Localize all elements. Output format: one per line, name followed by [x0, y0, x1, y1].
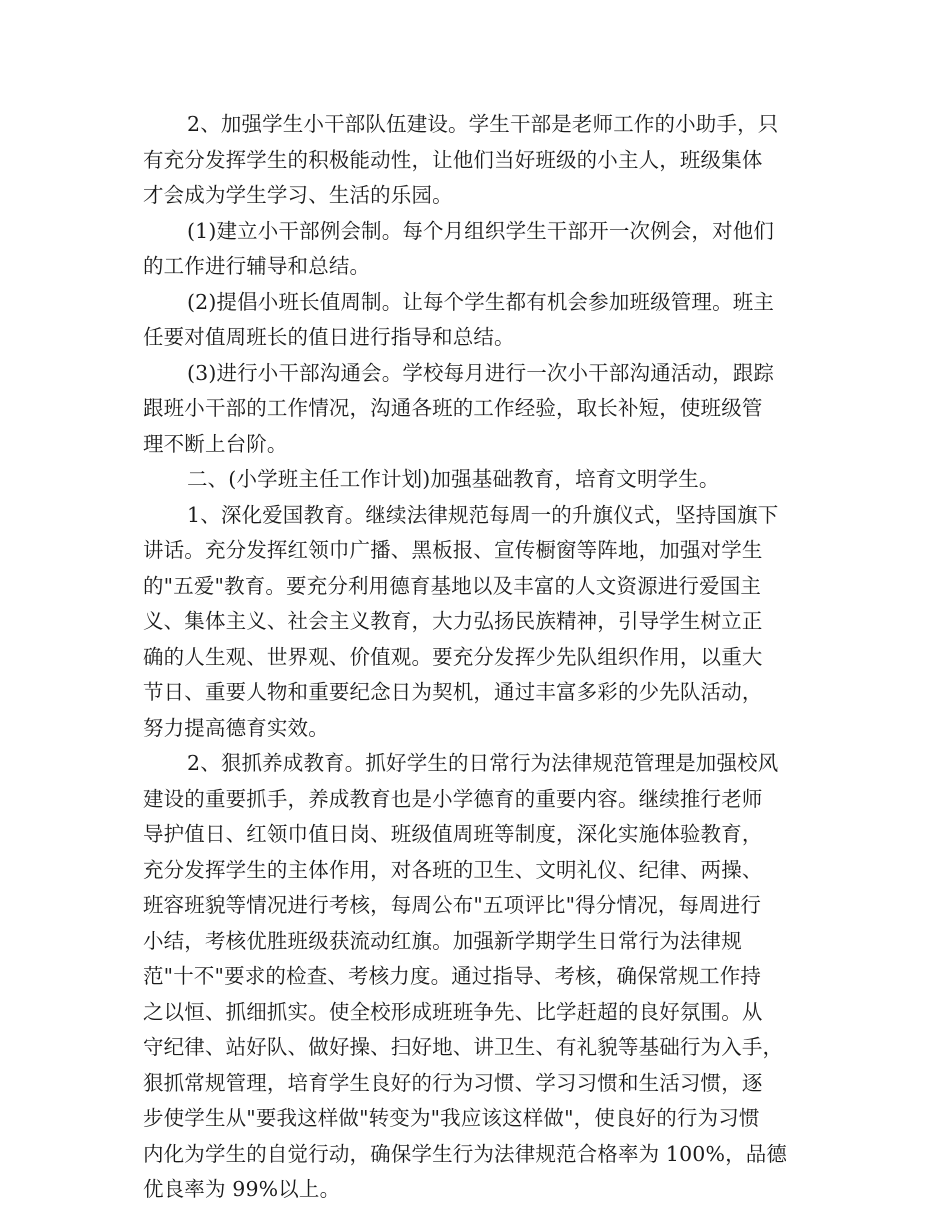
text-line: 充分发挥学生的主体作用，对各班的卫生、文明礼仪、纪律、两操、 [143, 857, 763, 882]
text-line: 确的人生观、世界观、价值观。要充分发挥少先队组织作用，以重大 [143, 644, 763, 669]
text-line: 之以恒、抓细抓实。使全校形成班班争先、比学赶超的良好氛围。从 [143, 999, 763, 1024]
text-line: 班容班貌等情况进行考核，每周公布"五项评比"得分情况，每周进行 [143, 893, 762, 917]
text-line: 努力提高德育实效。 [143, 715, 329, 740]
text-line: 理不断上台阶。 [143, 431, 288, 456]
text-line: 义、集体主义、社会主义教育，大力弘扬民族精神，引导学生树立正 [143, 609, 763, 633]
text-line: 优良率为 99%以上。 [143, 1177, 341, 1201]
text-line: 守纪律、站好队、做好操、扫好地、讲卫生、有礼貌等基础行为入手， [143, 1035, 784, 1059]
text-line: 跟班小干部的工作情况，沟通各班的工作经验，取长补短，使班级管 [143, 396, 763, 420]
text-line: 1、深化爱国教育。继续法律规范每周一的升旗仪式，坚持国旗下 [187, 502, 779, 527]
text-line: 建设的重要抓手，养成教育也是小学德育的重要内容。继续推行老师 [143, 786, 763, 811]
text-line: 导护值日、红领巾值日岗、班级值周班等制度，深化实施体验教育， [143, 822, 763, 846]
text-line: 任要对值周班长的值日进行指导和总结。 [143, 325, 515, 349]
text-line: (2)提倡小班长值周制。让每个学生都有机会参加班级管理。班主 [187, 289, 775, 314]
text-line: 的"五爱"教育。要充分利用德育基地以及丰富的人文资源进行爱国主 [143, 573, 762, 598]
text-line: 2、狠抓养成教育。抓好学生的日常行为法律规范管理是加强校风 [187, 751, 779, 775]
text-line: 2、加强学生小干部队伍建设。学生干部是老师工作的小助手，只 [187, 112, 779, 136]
text-line: 的工作进行辅导和总结。 [143, 254, 371, 278]
text-line: 范"十不"要求的检查、考核力度。通过指导、考核，确保常规工作持 [143, 964, 762, 988]
text-line: 狠抓常规管理，培育学生良好的行为习惯、学习习惯和生活习惯，逐 [143, 1070, 763, 1095]
text-line: (3)进行小干部沟通会。学校每月进行一次小干部沟通活动，跟踪 [187, 360, 775, 385]
text-line: 讲话。充分发挥红领巾广播、黑板报、宣传橱窗等阵地，加强对学生 [143, 538, 763, 562]
text-line: 内化为学生的自觉行动，确保学生行为法律规范合格率为 100%，品德 [143, 1141, 788, 1166]
text-line: (1)建立小干部例会制。每个月组织学生干部开一次例会，对他们 [187, 218, 775, 243]
text-line: 小结，考核优胜班级获流动红旗。加强新学期学生日常行为法律规 [143, 928, 742, 953]
text-line: 步使学生从"要我这样做"转变为"我应该这样做"，使良好的行为习惯 [143, 1106, 760, 1130]
text-line: 有充分发挥学生的积极能动性，让他们当好班级的小主人，班级集体 [143, 147, 763, 172]
text-line: 才会成为学生学习、生活的乐园。 [143, 183, 453, 207]
text-line: 节日、重要人物和重要纪念日为契机，通过丰富多彩的少先队活动， [143, 680, 763, 704]
section-heading: 二、(小学班主任工作计划)加强基础教育，培育文明学生。 [187, 467, 720, 491]
document-body [143, 107, 813, 1208]
